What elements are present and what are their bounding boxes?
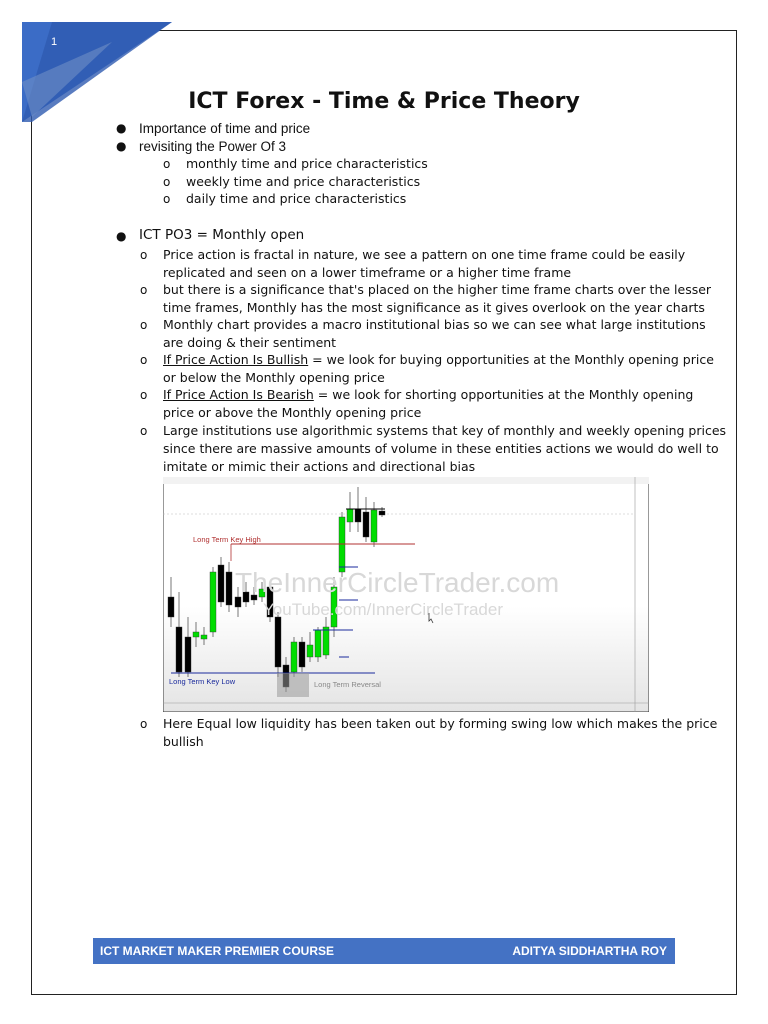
candle-body	[371, 510, 377, 542]
footer-author: ADITYA SIDDHARTHA ROY	[512, 944, 667, 958]
paragraph-line: Here Equal low liquidity has been taken out by forming swing low which makes the price	[163, 716, 718, 731]
paragraph-line: but there is a significance that's placed on the higher time frame charts over the lesser	[163, 282, 712, 297]
candle-body	[218, 565, 224, 602]
sub-item: daily time and price characteristics	[186, 191, 407, 206]
candle-body	[193, 632, 199, 637]
sub-item: weekly time and price characteristics	[186, 174, 421, 189]
circle-bullet-icon: o	[140, 318, 148, 332]
candle-body	[168, 597, 174, 617]
paragraph-line: time frames, Monthly has the most significance as it gives overlook on the year charts	[163, 300, 705, 315]
candle-body	[307, 645, 313, 657]
candle-body	[291, 642, 297, 672]
circle-bullet-icon: o	[140, 283, 148, 297]
corner-decoration	[22, 22, 182, 132]
candle-body	[235, 597, 241, 607]
paragraph-line: since there are massive amounts of volume in these entities actions we would do well to	[163, 441, 719, 456]
paragraph-line: replicated and seen on a lower timeframe or a higher time frame	[163, 265, 572, 280]
outline-item: Importance of time and price	[139, 121, 311, 136]
paragraph-text: = we look for shorting opportunities at the Monthly opening	[313, 387, 694, 402]
circle-bullet-icon: o	[163, 175, 171, 189]
candle-body	[201, 635, 207, 639]
circle-bullet-icon: o	[163, 157, 171, 171]
section-heading: ICT PO3 = Monthly open	[139, 227, 305, 243]
paragraph-line: Price action is fractal in nature, we see a pattern on one time frame could be easily	[163, 247, 686, 262]
candle-body	[355, 509, 361, 522]
page-title: ICT Forex - Time & Price Theory	[188, 89, 580, 114]
paragraph-line: are doing & their sentiment	[163, 335, 337, 350]
candle-body	[299, 642, 305, 667]
paragraph-line: bullish	[163, 734, 204, 749]
paragraph-line: imitate or mimic their actions and directional bias	[163, 459, 476, 474]
paragraph-line: or below the Monthly opening price	[163, 370, 385, 385]
circle-bullet-icon: o	[140, 717, 148, 731]
footer-bar	[93, 938, 675, 964]
paragraph-line: Large institutions use algorithmic systems that key of monthly and weekly opening prices	[163, 423, 727, 438]
chart-label-reversal: Long Term Reversal	[314, 680, 381, 689]
candle-body	[363, 512, 369, 537]
outline-item: revisiting the Power Of 3	[139, 139, 287, 154]
page-number: 1	[51, 36, 58, 48]
underlined-term: If Price Action Is Bearish	[163, 387, 314, 402]
paragraph-text: = we look for buying opportunities at the Monthly opening price	[308, 352, 714, 367]
candle-body	[379, 511, 385, 515]
candle-body	[176, 627, 182, 672]
chart-label-high: Long Term Key High	[193, 535, 261, 544]
paragraph-line	[163, 386, 693, 404]
circle-bullet-icon: o	[140, 353, 148, 367]
circle-bullet-icon: o	[140, 424, 148, 438]
underlined-term: If Price Action Is Bullish	[163, 352, 309, 367]
paragraph-line: Monthly chart provides a macro institutional bias so we can see what large institutions	[163, 317, 706, 332]
candlestick-chart-image	[163, 477, 649, 712]
candle-body	[226, 572, 232, 605]
candle-body	[185, 637, 191, 672]
candle-body	[275, 617, 281, 667]
circle-bullet-icon: o	[140, 248, 148, 262]
footer-course-title: ICT MARKET MAKER PREMIER COURSE	[100, 944, 335, 958]
bullet-icon: ●	[116, 121, 127, 135]
bullet-icon: ●	[116, 229, 127, 243]
chart-label-low: Long Term Key Low	[169, 677, 236, 686]
circle-bullet-icon: o	[163, 192, 171, 206]
bullet-icon: ●	[116, 139, 127, 153]
paragraph-line	[163, 351, 714, 369]
chart-watermark: YouTube.com/InnerCircleTrader	[263, 600, 504, 619]
candle-body	[347, 509, 353, 522]
candle-body	[315, 630, 321, 657]
candle-body	[210, 572, 216, 632]
sub-item: monthly time and price characteristics	[186, 156, 428, 171]
paragraph-line: price or above the Monthly opening price	[163, 405, 422, 420]
circle-bullet-icon: o	[140, 388, 148, 402]
candle-body	[323, 627, 329, 655]
chart-watermark: TheInnerCircleTrader.com	[235, 567, 560, 598]
